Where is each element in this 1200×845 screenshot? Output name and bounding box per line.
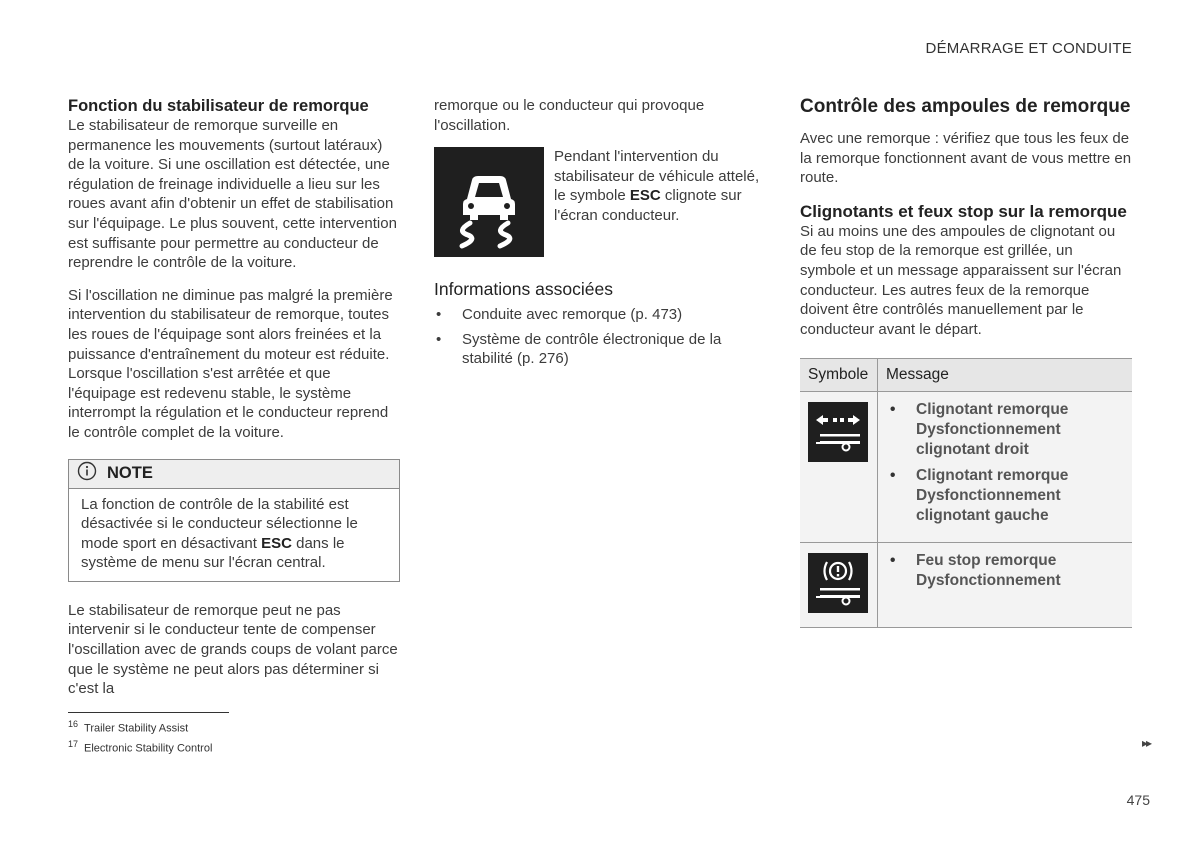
bulb-check-heading: Contrôle des ampoules de remorque [800,96,1131,117]
column-header-message: Message [878,359,1133,392]
footnote-text: Electronic Stability Control [84,742,213,755]
table-header-row [800,359,1132,392]
message-cell [878,543,1133,628]
footnote [68,717,212,737]
footnote-number: 17 [68,738,79,749]
symbol-message-table [800,358,1132,628]
footnote-divider [68,712,229,713]
symbol-cell [800,392,878,543]
footnote-text: Trailer Stability Assist [84,722,189,735]
indicators-heading: Clignotants et feux stop sur la remorque [800,201,1127,221]
page-number: 475 [1126,792,1150,808]
related-link[interactable]: • Système de contrôle électronique de la stabilité (p. 276) [434,330,764,369]
note-esc: ESC [261,534,292,552]
message-item: • Feu stop remorque Dysfonctionnement [886,551,1124,591]
info-circle-icon [77,461,97,486]
paragraph-1: Le stabilisateur de remorque surveille en permanence les mouvements (surtout latéraux) de la voiture. Si une oscillation est détectée, une régulation de freinage individuelle a lieu sur les roues avant afin d'obtenir un effet de stabilisation sur l'équipage. Le plus souvent, cette intervention est suffisante pour permettre au conducteur de reprendre le contrôle de la voiture. [68,117,397,272]
note-text-before: La fonction de contrôle de la stabilité est désactivée si le conducteur sélectionne le mode sport en désactivant [81,495,358,552]
note-title: NOTE [107,464,153,482]
message-item: • Clignotant remorque Dysfonctionnement clignotant gauche [886,466,1124,526]
esc-description [554,147,764,257]
table-row [800,392,1132,543]
paragraph-continued: remorque ou le conducteur qui provoque l'oscillation. [434,97,705,134]
paragraph-2: Si l'oscillation ne diminue pas malgré la première intervention du stabilisateur de remorque, toutes les roues de l'équipage sont alors freinées et la puissance d'entraînement du moteur est réduite. Lorsque l'oscillation s'est arrêtée et que l'équipage est redevenu stable, le système interrompt la régulation et le conducteur reprend le contrôle complet de la voiture. [68,286,393,441]
trailer-turn-signal-icon [808,402,868,462]
message-list [886,400,1124,526]
page-section-title: DÉMARRAGE ET CONDUITE [925,40,1132,57]
column-middle [434,96,764,374]
message-cell [878,392,1133,543]
note-header [69,460,399,489]
column-right [800,96,1132,628]
related-links-list [434,305,764,369]
footnote [68,737,212,757]
trailer-stability-heading: Fonction du stabilisateur de remorque [68,97,369,115]
symbol-cell [800,543,878,628]
column-left [68,96,400,699]
table-row [800,543,1132,628]
footnote-number: 16 [68,719,79,729]
related-link[interactable]: • Conduite avec remorque (p. 473) [434,305,764,325]
esc-skidding-car-icon [434,147,544,257]
column-header-symbol: Symbole [800,359,878,392]
indicators-text: Si au moins une des ampoules de clignotant ou de feu stop de la remorque est grillée, un symbole et un message apparaissent sur l'écran conducteur. Les autres feux de la remorque doivent être contrôlés manuellement par le conducteur avant le départ. [800,222,1122,338]
bulb-check-intro: Avec une remorque : vérifiez que tous les feux de la remorque fonctionnent avant de vous mettre en route. [800,130,1132,187]
continue-arrows-icon: ▸▸ [1141,736,1150,750]
esc-symbol-row [434,147,764,257]
message-list [886,551,1124,591]
note-text-after: dans le système de menu sur l'écran central. [81,534,345,572]
related-info-heading: Informations associées [434,279,613,300]
footnotes [68,717,212,756]
note-text [69,489,399,581]
trailer-brake-light-icon [808,553,868,613]
paragraph-3: Le stabilisateur de remorque peut ne pas intervenir si le conducteur tente de compenser l'oscillation avec de grands coups de volant parce que le système ne peut alors pas déterminer si c'est la [68,601,398,698]
esc-text-before: Pendant l'intervention du stabilisateur de véhicule attelé, le symbole [554,148,760,205]
note-box [68,459,400,582]
esc-label: ESC [629,187,661,205]
esc-text-after: clignote sur l'écran conducteur. [554,187,742,224]
message-item: • Clignotant remorque Dysfonctionnement clignotant droit [886,400,1124,460]
